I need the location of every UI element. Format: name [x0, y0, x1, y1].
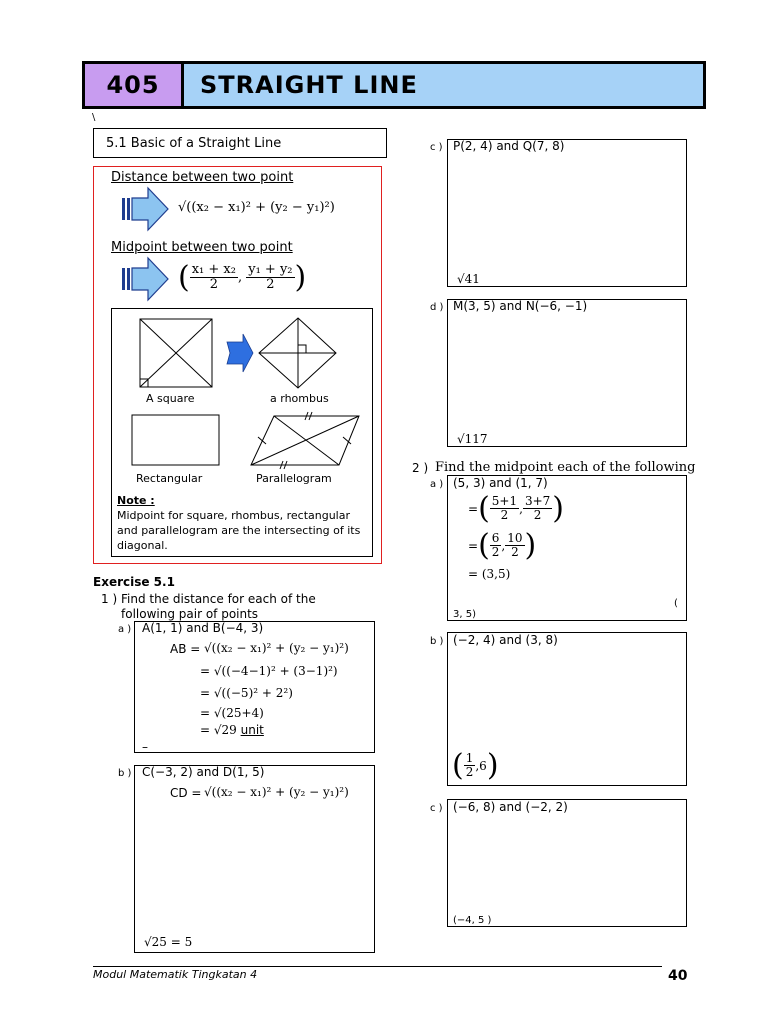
footer-text: Modul Matematik Tingkatan 4: [93, 968, 258, 981]
midpoint-x-numerator: x₁ + x₂: [191, 261, 236, 277]
note-title: Note :: [117, 494, 155, 507]
q2a-l2-den1: 2: [491, 545, 500, 559]
q2c-answer-box: [447, 799, 687, 927]
q2a-line2: = ( $\frac{6}{2}$ , $\frac{10}{2}$ ): [468, 528, 537, 563]
midpoint-formula: ( $\frac{\text{x₁ + x₂}}{2}$ , $\frac{\text{y₁ + y₂}}{2}$ ): [178, 260, 307, 295]
q1d-label: d ): [430, 302, 444, 313]
q1a-dash: –: [142, 740, 148, 754]
chapter-header: [82, 61, 706, 109]
distance-formula: √((x₂ − x₁)² + (y₂ − y₁)²): [178, 200, 335, 215]
q1b-answer: √25 = 5: [144, 935, 193, 949]
q1a-line1: √((x₂ − x₁)² + (y₂ − y₁)²): [204, 641, 349, 655]
q2b-ans-tail: ,6: [475, 758, 487, 773]
q1-text: Find the distance for each of the following pair of points: [121, 592, 316, 621]
chapter-title: STRAIGHT LINE: [184, 64, 703, 106]
q2a-line3: = (3,5): [468, 567, 511, 581]
square-shape: [140, 319, 212, 387]
arrow-icon: [120, 186, 170, 232]
q1a-lhs: AB =: [170, 642, 201, 656]
square-label: A square: [146, 392, 195, 405]
rhombus-shape: [259, 318, 336, 388]
q1b-line1: √((x₂ − x₁)² + (y₂ − y₁)²): [204, 785, 349, 799]
q2a-l1-den1: 2: [500, 508, 509, 522]
parallelogram-label: Parallelogram: [256, 472, 332, 485]
q1a-line4: = √(25+4): [200, 706, 264, 720]
q2a-l1-num2: 3+7: [524, 493, 551, 508]
rectangle-shape: [132, 415, 219, 465]
q2c-answer: (−4, 5 ): [453, 915, 492, 926]
q2b-ans-den: 2: [465, 765, 474, 779]
q2a-l1-num1: 5+1: [491, 493, 518, 508]
q2a-l2-den2: 2: [511, 545, 519, 559]
q1a-line5: [200, 723, 264, 737]
q1c-points: P(2, 4) and Q(7, 8): [453, 139, 565, 153]
q1d-answer-box: [447, 299, 687, 447]
q1a-value: = √29: [200, 723, 237, 737]
q2a-l1-den2: 2: [533, 508, 542, 522]
q1c-answer: √41: [457, 272, 480, 286]
q1c-label: c ): [430, 142, 443, 153]
q2-label: 2 ): [412, 461, 429, 475]
q1-label: 1 ): [101, 592, 118, 606]
note-text: Midpoint for square, rhombus, rectangular and parallelogram are the intersecting of its diagonal.: [117, 509, 361, 552]
q2a-side-answer: 3, 5): [453, 609, 476, 620]
q1a-line2: = √((−4−1)² + (3−1)²): [200, 664, 338, 678]
midpoint-label: Midpoint between two point: [111, 240, 293, 255]
page-number: 40: [668, 968, 688, 984]
q2a-points: (5, 3) and (1, 7): [453, 476, 548, 490]
arrow-icon: [120, 256, 170, 302]
q2-text: Find the midpoint each of the following: [435, 460, 696, 475]
stray-mark: \: [92, 112, 96, 123]
q2c-label: c ): [430, 803, 443, 814]
midpoint-y-numerator: y₁ + y₂: [248, 261, 293, 277]
q2b-points: (−2, 4) and (3, 8): [453, 633, 558, 647]
q2b-ans-num: 1: [465, 750, 474, 765]
section-title: 5.1 Basic of a Straight Line: [93, 128, 387, 158]
q1d-answer: √117: [457, 432, 488, 446]
q2a-side-paren: (: [674, 598, 678, 609]
q1a-unit: unit: [240, 723, 264, 737]
q1a-points: A(1, 1) and B(−4, 3): [142, 621, 264, 635]
q1b-points: C(−3, 2) and D(1, 5): [142, 765, 265, 779]
midpoint-y-denominator: 2: [266, 277, 275, 292]
q2b-answer: ( $\frac{1}{2}$ ,6 ): [452, 748, 499, 783]
q2a-l2-num1: 6: [491, 530, 500, 545]
q1b-label: b ): [118, 768, 132, 779]
q1a-line3: = √((−5)² + 2²): [200, 686, 293, 700]
rectangle-label: Rectangular: [136, 472, 203, 485]
q1b-lhs: CD =: [170, 786, 202, 800]
midpoint-x-denominator: 2: [209, 277, 218, 292]
chapter-number: 405: [85, 64, 184, 106]
q1d-points: M(3, 5) and N(−6, −1): [453, 299, 588, 313]
q2a-label: a ): [430, 479, 444, 490]
q2a-l2-num2: 10: [507, 530, 523, 545]
rhombus-label: a rhombus: [270, 392, 329, 405]
distance-label: Distance between two point: [111, 170, 294, 185]
footer-rule: [93, 966, 662, 967]
q2c-points: (−6, 8) and (−2, 2): [453, 800, 568, 814]
arrow-icon: [227, 334, 253, 372]
q2b-label: b ): [430, 636, 444, 647]
q1a-label: a ): [118, 624, 132, 635]
exercise-title: Exercise 5.1: [93, 575, 175, 589]
q1c-answer-box: [447, 139, 687, 287]
q2a-line1: = ( $\frac{5+1}{2}$ , $\frac{3+7}{2}$ ): [468, 491, 564, 526]
parallelogram-shape: [251, 412, 359, 469]
